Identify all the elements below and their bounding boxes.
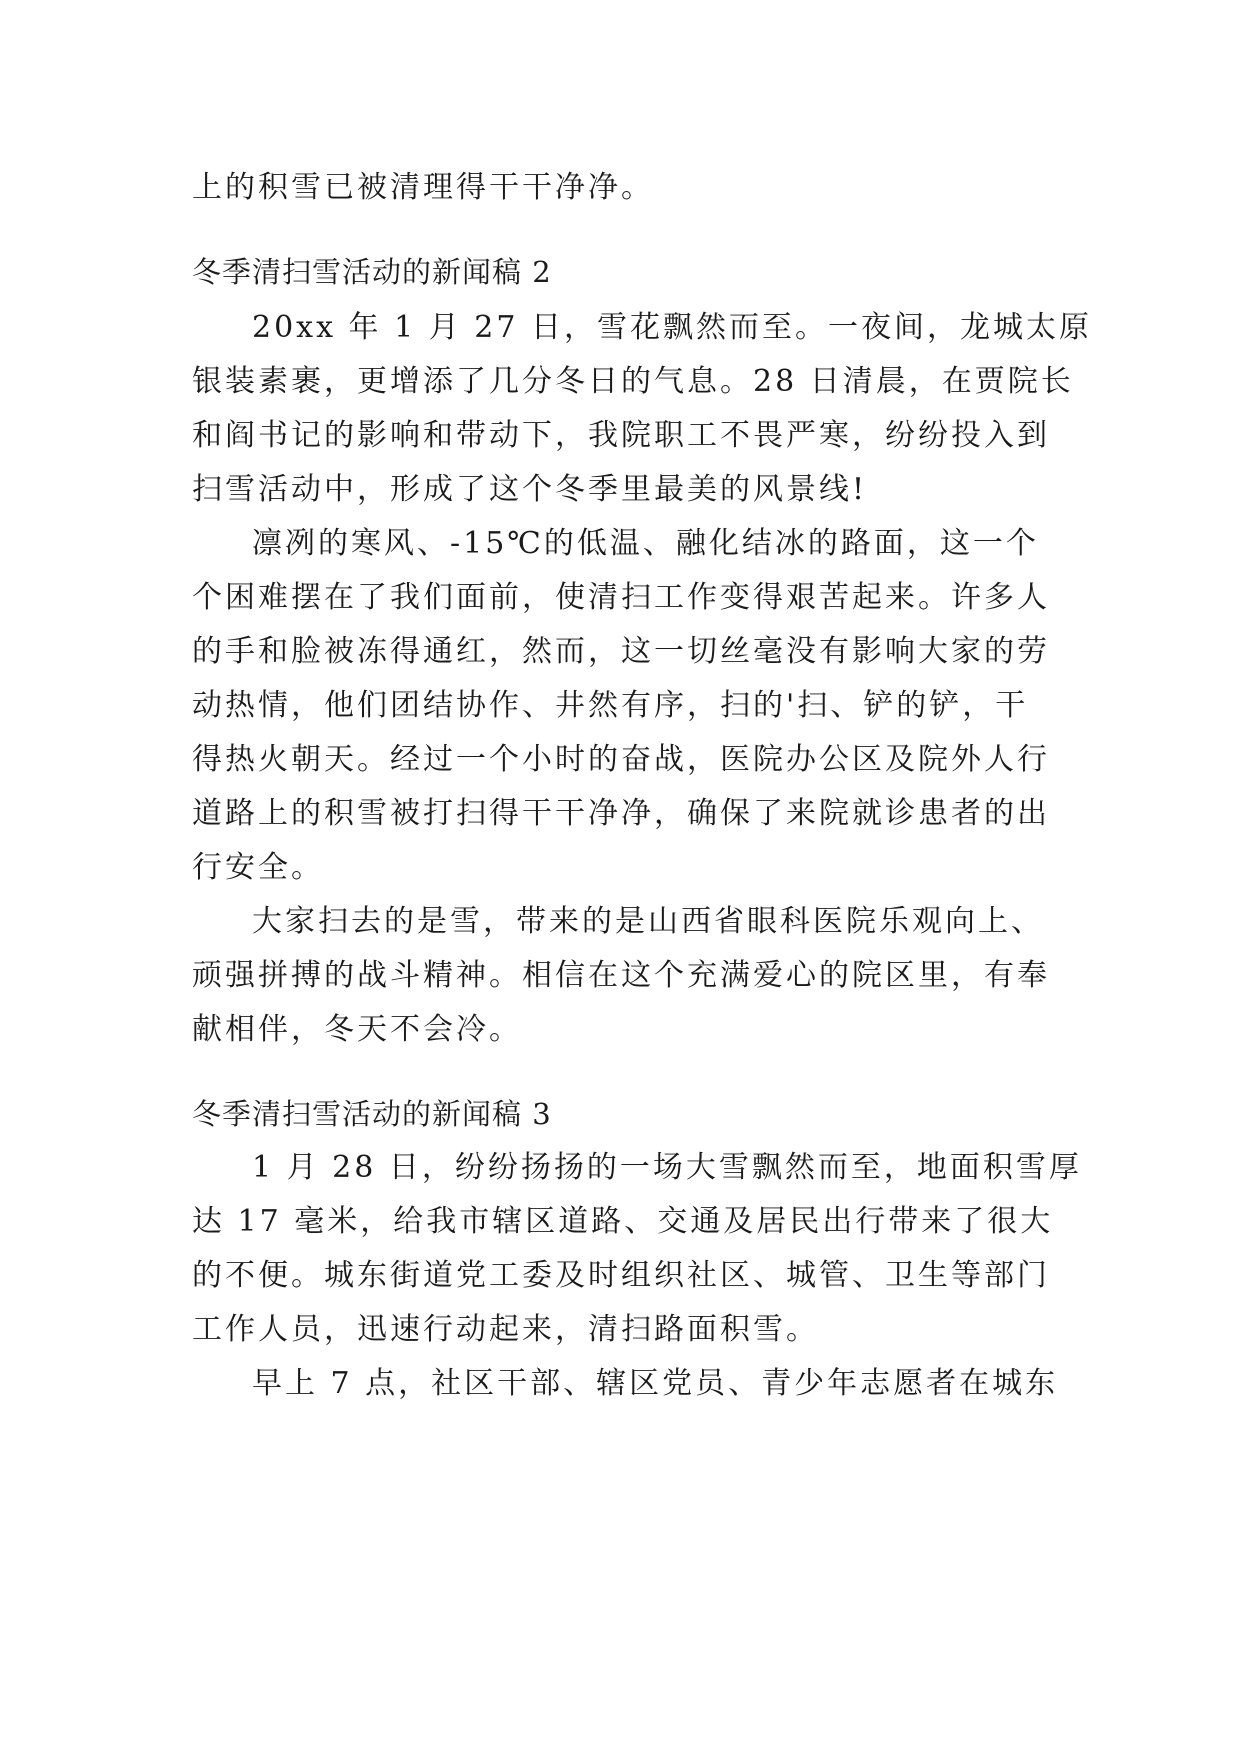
paragraph-line: 工作人员，迅速行动起来，清扫路面积雪。 (192, 1312, 819, 1347)
paragraph-line: 凛冽的寒风、-15℃的低温、融化结冰的路面，这一个 (252, 526, 1039, 561)
paragraph-line: 行安全。 (192, 850, 324, 885)
paragraph-line: 顽强拼搏的战斗精神。相信在这个充满爱心的院区里，有奉 (192, 958, 1050, 993)
paragraph-line: 大家扫去的是雪，带来的是山西省眼科医院乐观向上、 (252, 904, 1044, 939)
paragraph-line: 道路上的积雪被打扫得干干净净，确保了来院就诊患者的出 (192, 796, 1050, 831)
section-heading-3: 冬季清扫雪活动的新闻稿 3 (192, 1097, 552, 1131)
paragraph-line: 银装素裹，更增添了几分冬日的气息。28 日清晨，在贾院长 (192, 364, 1074, 399)
paragraph-line: 献相伴，冬天不会冷。 (192, 1012, 522, 1047)
paragraph-line: 达 17 毫米，给我市辖区道路、交通及居民出行带来了很大 (192, 1204, 1054, 1239)
paragraph-line: 上的积雪已被清理得干干净净。 (192, 170, 654, 205)
paragraph-line: 得热火朝天。经过一个小时的奋战，医院办公区及院外人行 (192, 742, 1050, 777)
paragraph-line: 个困难摆在了我们面前，使清扫工作变得艰苦起来。许多人 (192, 580, 1050, 615)
paragraph-line: 早上 7 点，社区干部、辖区党员、青少年志愿者在城东 (252, 1366, 1059, 1401)
paragraph-line: 扫雪活动中，形成了这个冬季里最美的风景线! (192, 472, 868, 507)
paragraph-line: 的手和脸被冻得通红，然而，这一切丝毫没有影响大家的劳 (192, 634, 1050, 669)
paragraph-line: 20xx 年 1 月 27 日，雪花飘然而至。一夜间，龙城太原 (252, 310, 1092, 345)
paragraph-line: 的不便。城东街道党工委及时组织社区、城管、卫生等部门 (192, 1258, 1050, 1293)
paragraph-line: 动热情，他们团结协作、井然有序，扫的'扫、铲的铲，干 (192, 688, 1029, 723)
paragraph-line: 1 月 28 日，纷纷扬扬的一场大雪飘然而至，地面积雪厚 (252, 1150, 1082, 1185)
section-heading-2: 冬季清扫雪活动的新闻稿 2 (192, 255, 552, 289)
paragraph-line: 和阎书记的影响和带动下，我院职工不畏严寒，纷纷投入到 (192, 418, 1050, 453)
